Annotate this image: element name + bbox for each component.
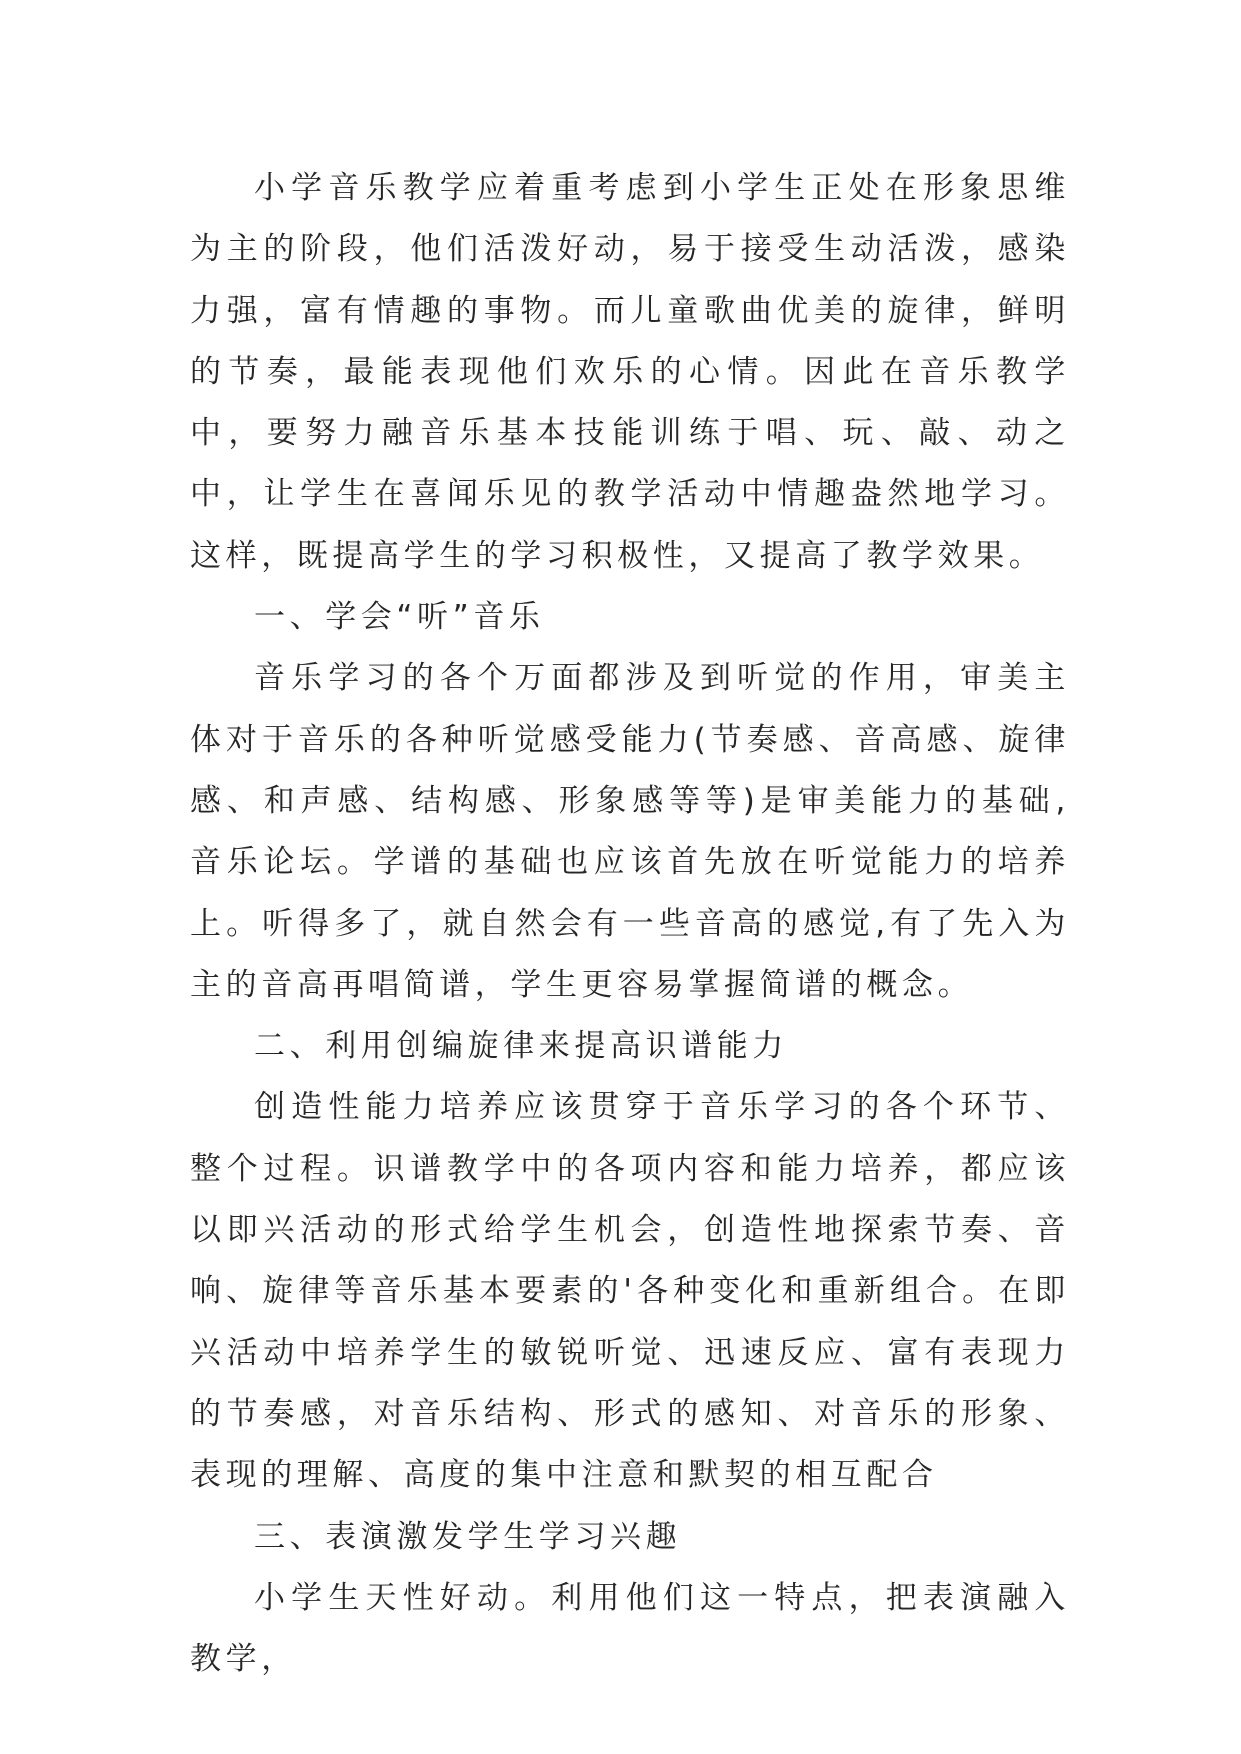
paragraph-section-1: 音乐学习的各个万面都涉及到听觉的作用，审美主体对于音乐的各种听觉感受能力(节奏感、音高感、旋律感、和声感、结构感、形象感等等)是审美能力的基础,音乐论坛。学谱的基础也应该首先放在听觉能力的培养上。听得多了，就自然会有一些音高的感觉,有了先入为主的音高再唱简谱，学生更容易掌握简谱的概念。 [190, 660, 1070, 1003]
paragraph-intro: 小学音乐教学应着重考虑到小学生正处在形象思维为主的阶段，他们活泼好动，易于接受生动活泼，感染力强，富有情趣的事物。而儿童歌曲优美的旋律，鲜明的节奏，最能表现他们欢乐的心情。因此在音乐教学中，要努力融音乐基本技能训练于唱、玩、敲、动之中，让学生在喜闻乐见的教学活动中情趣盎然地学习。这样，既提高学生的学习积极性，又提高了教学效果。 [190, 170, 1070, 574]
section-heading-1: 一、学会“听”音乐 [254, 599, 545, 636]
section-heading-3: 三、表演激发学生学习兴趣 [254, 1518, 682, 1555]
paragraph-section-2: 创造性能力培养应该贯穿于音乐学习的各个环节、整个过程。识谱教学中的各项内容和能力培养，都应该以即兴活动的形式给学生机会，创造性地探索节奏、音响、旋律等音乐基本要素的'各种变化和重新组合。在即兴活动中培养学生的敏锐听觉、迅速反应、富有表现力的节奏感，对音乐结构、形式的感知、对音乐的形象、表现的理解、高度的集中注意和默契的相互配合 [190, 1089, 1070, 1494]
document-body [190, 158, 1070, 1690]
paragraph-section-3: 小学生天性好动。利用他们这一特点，把表演融入教学， [190, 1579, 1070, 1678]
section-heading-2: 二、利用创编旋律来提高识谱能力 [254, 1028, 788, 1065]
